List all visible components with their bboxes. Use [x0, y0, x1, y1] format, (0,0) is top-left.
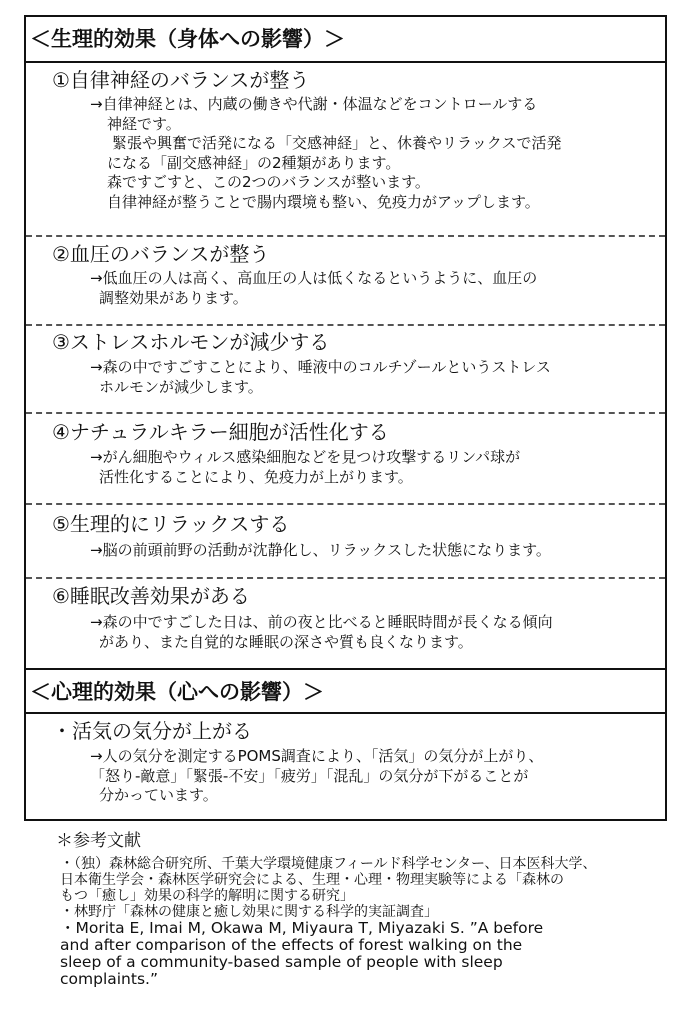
item-1-line: 森ですごすと、この2つのバランスが整います。 [107, 173, 430, 191]
reference-line-english: ・Morita E, Imai M, Okawa M, Miyaura T, Miyazaki S. ”A before [60, 919, 544, 937]
reference-line-english: sleep of a community-based sample of people with sleep [60, 953, 503, 971]
item-2-line: 調整効果があります。 [99, 288, 248, 307]
reference-line-english: and after comparison of the effects of forest walking on the [60, 936, 523, 954]
item-3-line: →森の中ですごすことにより、唾液中のコルチゾールというストレス [90, 358, 551, 376]
item-5-title: ⑤生理的にリラックスする [52, 512, 290, 536]
item-5-line: →脳の前頭前野の活動が沈静化し、リラックスした状態になります。 [90, 541, 551, 559]
psychological-item-title: ・活気の気分が上がる [52, 719, 252, 743]
item-6-line: があり、また自覚的な睡眠の深さや質も良くなります。 [99, 632, 473, 651]
item-1-line: 神経です。 [107, 114, 181, 133]
item-1-line: 自律神経が整うことで腸内環境も整い、免疫力がアップします。 [107, 192, 540, 211]
item-3-title: ③ストレスホルモンが減少する [52, 330, 330, 354]
reference-line: ・（独）森林総合研究所、千葉大学環境健康フィールド科学センター、日本医科大学、 [60, 856, 597, 872]
item-2-description [90, 269, 537, 308]
item-divider [26, 577, 665, 579]
references-title: ＊参考文献 [56, 831, 141, 851]
item-1-line: になる「副交感神経」の2種類があります。 [107, 153, 401, 172]
item-4-line: 活性化することにより、免疫力が上がります。 [99, 467, 413, 486]
header-divider [26, 712, 665, 714]
reference-line: 日本衛生学会・森林医学研究会による、生理・心理・物理実験等による「森林の [60, 872, 564, 888]
item-4-line: →がん細胞やウィルス感染細胞などを見つけ攻撃するリンパ球が [90, 448, 521, 466]
item-3-description [90, 358, 551, 397]
reference-line: もつ「癒し」効果の科学的解明に関する研究」 [60, 888, 354, 904]
item-4-description [90, 448, 520, 487]
item-2-title: ②血圧のバランスが整う [52, 242, 270, 266]
item-1-line: →自律神経とは、内蔵の働きや代謝・体温などをコントロールする [90, 95, 538, 113]
reference-line-english: complaints.” [60, 970, 158, 988]
psychological-item-line: →人の気分を測定するPOMS調査により、「活気」の気分が上がり、 [90, 747, 544, 765]
item-6-description [90, 613, 553, 652]
psychological-header: ＜心理的効果（心への影響）＞ [30, 680, 324, 704]
reference-line: ・林野庁「森林の健康と癒し効果に関する科学的実証調査」 [60, 904, 438, 920]
physiological-header: ＜生理的効果（身体への影響）＞ [30, 27, 345, 51]
item-1-description [90, 95, 562, 212]
item-6-title: ⑥睡眠改善効果がある [52, 584, 250, 608]
psychological-item-description [90, 747, 543, 806]
item-1-line: 緊張や興奮で活発になる「交感神経」と、休養やリラックスで活発 [112, 134, 562, 152]
item-2-line: →低血圧の人は高く、高血圧の人は低くなるというように、血圧の [90, 269, 538, 287]
item-divider [26, 412, 665, 414]
item-4-title: ④ナチュラルキラー細胞が活性化する [52, 420, 389, 444]
header-divider [26, 61, 665, 63]
item-1-title: ①自律神経のバランスが整う [52, 68, 310, 92]
item-3-line: ホルモンが減少します。 [99, 377, 263, 396]
item-6-line: →森の中ですごした日は、前の夜と比べると睡眠時間が長くなる傾向 [90, 613, 553, 631]
item-divider [26, 324, 665, 326]
item-divider [26, 503, 665, 505]
item-5-description [90, 541, 551, 561]
psychological-item-line: 「怒り-敵意」「緊張-不安」「疲労」「混乱」の気分が下がることが [90, 766, 529, 785]
references-list [60, 856, 596, 988]
content-frame [24, 15, 667, 821]
item-divider [26, 235, 665, 237]
psychological-item-line: 分かっています。 [99, 786, 218, 804]
